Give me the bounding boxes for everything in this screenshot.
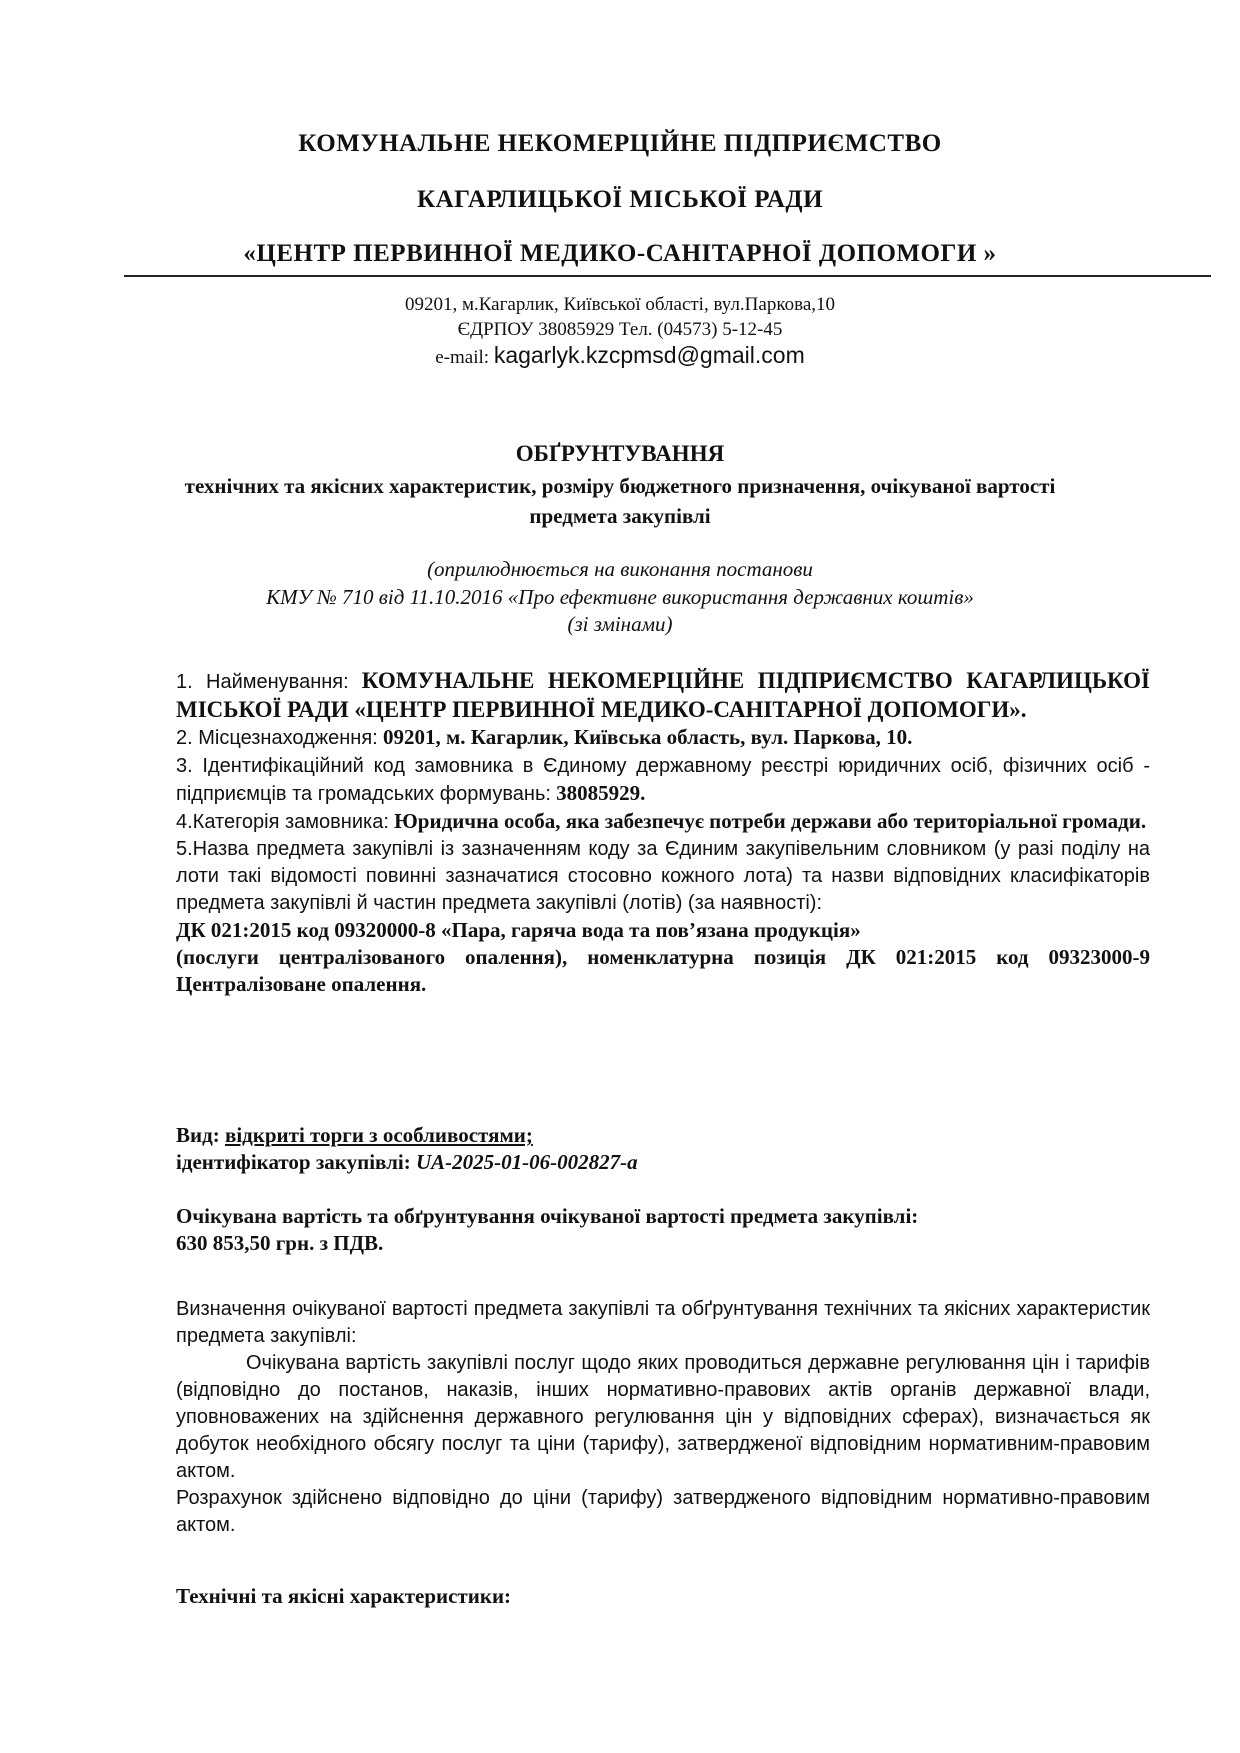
note-line2: КМУ № 710 від 11.10.2016 «Про ефективне використання державних коштів»	[266, 585, 974, 609]
tech-heading-text: Технічні та якісні характеристики:	[176, 1584, 512, 1608]
cost-heading: Очікувана вартість та обґрунтування очікуваної вартості предмета закупівлі:	[176, 1204, 919, 1228]
org-name-line2: КАГАРЛИЦЬКОЇ МІСЬКОЇ РАДИ	[416, 186, 824, 213]
justification-calc: Розрахунок здійснено відповідно до ціни (тарифу) затвердженого відповідним нормативно-правовим актом.	[176, 1487, 1150, 1536]
item-subject-value-1: ДК 021:2015 код 09320000-8 «Пара, гаряча вода та пов’язана продукція»	[176, 918, 861, 942]
org-email	[0, 343, 1240, 370]
item-name-label: 1. Найменування:	[176, 671, 349, 693]
item-location	[176, 724, 1150, 752]
procedure-id-value: UA-2025-01-06-002827-a	[415, 1150, 638, 1174]
item-category	[176, 808, 1150, 836]
document-subtitle: технічних та якісних характеристик, розміру бюджетного призначення, очікуваної вартості предмета закупівлі	[184, 474, 1056, 528]
email-label: e-mail:	[435, 347, 490, 368]
org-registry-phone: ЄДРПОУ 38085929 Тел. (04573) 5-12-45	[457, 319, 783, 340]
cost-justification	[176, 1296, 1150, 1539]
procedure-id	[176, 1149, 1150, 1176]
org-name-line3: «ЦЕНТР ПЕРВИННОЇ МЕДИКО-САНІТАРНОЇ ДОПОМОГИ »	[243, 240, 997, 267]
item-code-label: 3. Ідентифікаційний код замовника в Єдиному державному реєстрі юридичних осіб, фізичних осіб - підприємців та громадських формувань:	[176, 755, 1150, 805]
item-name	[176, 667, 1150, 724]
header-divider	[124, 275, 1211, 277]
procedure-kind-label: Вид:	[176, 1123, 220, 1147]
item-name-value: КОМУНАЛЬНЕ НЕКОМЕРЦІЙНЕ ПІДПРИЄМСТВО КАГАРЛИЦЬКОЇ МІСЬКОЇ РАДИ «ЦЕНТР ПЕРВИННОЇ МЕДИКО-САНІТАРНОЇ ДОПОМОГИ».	[176, 668, 1150, 722]
org-name-line1: КОМУНАЛЬНЕ НЕКОМЕРЦІЙНЕ ПІДПРИЄМСТВО	[298, 130, 942, 157]
procedure-kind-value: відкриті торги з особливостями;	[224, 1123, 533, 1147]
item-category-value: Юридична особа, яка забезпечує потреби держави або територіальної громади.	[394, 809, 1147, 833]
justification-intro: Визначення очікуваної вартості предмета закупівлі та обґрунтування технічних та якісних характеристик предмета закупівлі:	[176, 1298, 1150, 1347]
email-address: kagarlyk.kzcpmsd@gmail.com	[493, 342, 805, 368]
org-address: 09201, м.Кагарлик, Київської області, вул.Паркова,10	[404, 294, 836, 315]
customer-details	[176, 667, 1150, 998]
procedure-kind	[176, 1122, 1150, 1149]
item-subject-label: 5.Назва предмета закупівлі із зазначенням коду за Єдиним закупівельним словником (у разі поділу на лоти такі відомості повинні зазначатися стосовно кожного лота) та назви відповідних класифікаторів предмета закупівлі й частин предмета закупівлі (лотів) (за наявності):	[176, 838, 1150, 914]
note-line3: (зі змінами)	[567, 612, 673, 636]
item-code-value: 38085929.	[556, 781, 646, 805]
item-location-value: 09201, м. Кагарлик, Київська область, вул. Паркова, 10.	[382, 725, 913, 749]
item-category-label: 4.Категорія замовника:	[176, 811, 389, 833]
document-title: ОБҐРУНТУВАННЯ	[515, 441, 725, 466]
cost-value: 630 853,50 грн. з ПДВ.	[176, 1231, 384, 1255]
tech-characteristics-heading	[176, 1583, 1150, 1610]
item-code	[176, 752, 1150, 808]
expected-cost	[176, 1203, 1150, 1257]
item-subject-value-2: (послуги централізованого опалення), номенклатурна позиція ДК 021:2015 код 09323000-9 Централізоване опалення.	[176, 945, 1150, 996]
note-line1: (оприлюднюється на виконання постанови	[427, 557, 813, 581]
justification-body: Очікувана вартість закупівлі послуг щодо яких проводиться державне регулювання цін і тарифів (відповідно до постанов, наказів, інших нормативно-правових актів органів державної влади, уповноважених на здійснення державного регулювання цін у відповідних сферах), визначається як добуток необхідного обсягу послуг та ціни (тарифу), затвердженої відповідним нормативним-правовим актом.	[176, 1352, 1150, 1482]
procedure-id-label: ідентифікатор закупівлі:	[176, 1150, 411, 1174]
item-location-label: 2. Місцезнаходження:	[176, 727, 378, 749]
procedure-info	[176, 1122, 1150, 1176]
